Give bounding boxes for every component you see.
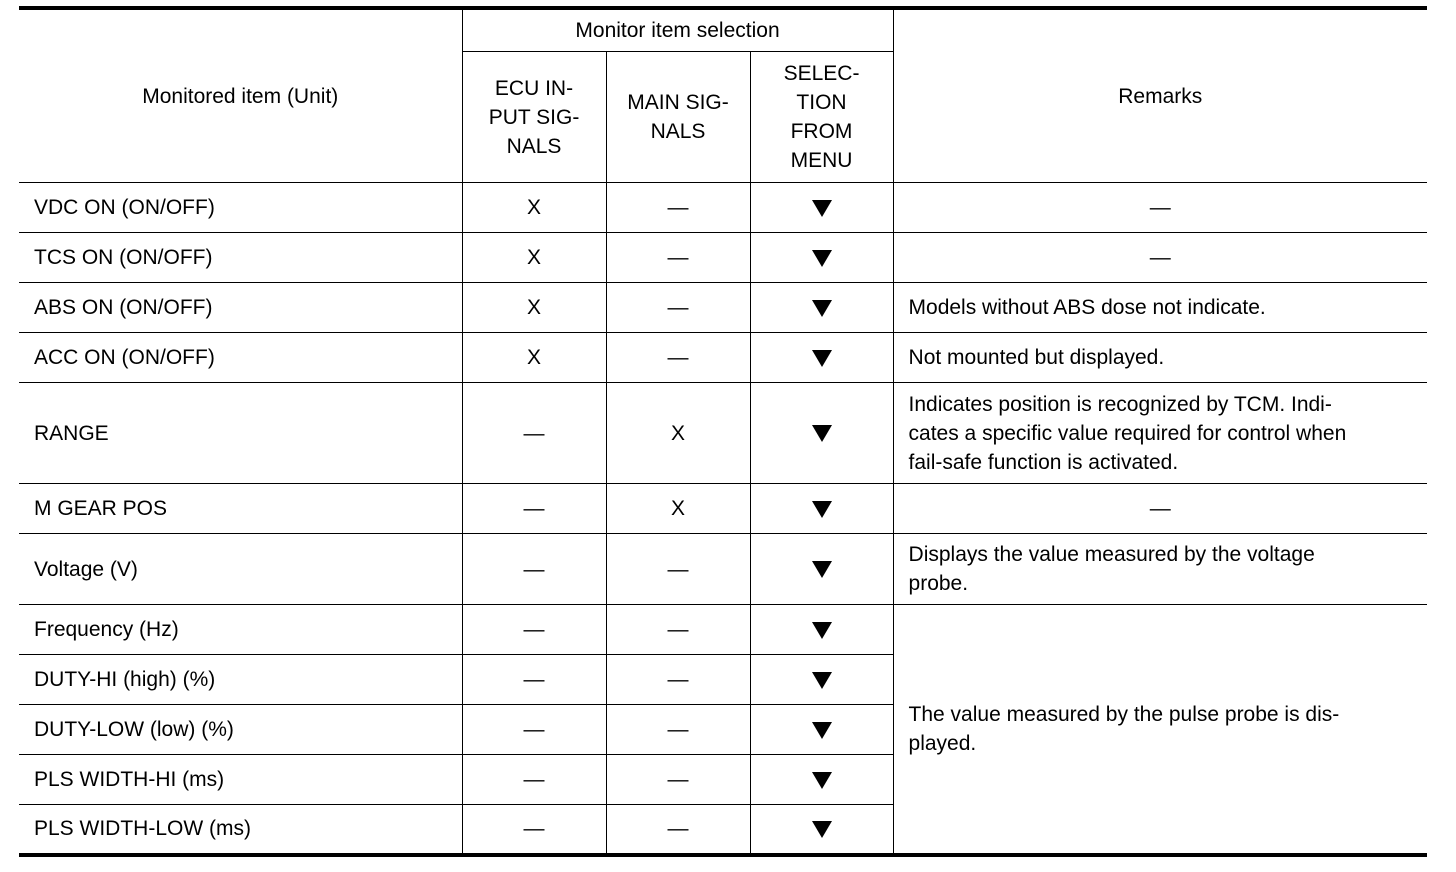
item-cell: PLS WIDTH-HI (ms) bbox=[19, 755, 462, 805]
filled-down-triangle-icon bbox=[812, 821, 832, 838]
header-monitored-item: Monitored item (Unit) bbox=[19, 8, 462, 183]
item-cell: M GEAR POS bbox=[19, 484, 462, 534]
header-ecu-input-signals bbox=[462, 52, 606, 183]
filled-down-triangle-icon bbox=[812, 561, 832, 578]
header-selection-from-menu bbox=[750, 52, 893, 183]
main-signals-cell: — bbox=[606, 534, 750, 605]
ecu-input-cell: — bbox=[462, 484, 606, 534]
selection-menu-cell bbox=[750, 534, 893, 605]
main-signals-cell: — bbox=[606, 233, 750, 283]
item-cell: DUTY-HI (high) (%) bbox=[19, 655, 462, 705]
selection-menu-cell bbox=[750, 333, 893, 383]
header-main-signals bbox=[606, 52, 750, 183]
main-signals-cell: — bbox=[606, 655, 750, 705]
ecu-input-cell: — bbox=[462, 534, 606, 605]
ecu-input-cell: — bbox=[462, 705, 606, 755]
filled-down-triangle-icon bbox=[812, 722, 832, 739]
filled-down-triangle-icon bbox=[812, 772, 832, 789]
main-signals-cell: — bbox=[606, 755, 750, 805]
ecu-input-cell: — bbox=[462, 805, 606, 855]
main-signals-cell: — bbox=[606, 333, 750, 383]
filled-down-triangle-icon bbox=[812, 425, 832, 442]
main-signals-cell: — bbox=[606, 283, 750, 333]
table-row bbox=[19, 605, 1427, 655]
table-row bbox=[19, 534, 1427, 605]
selection-menu-cell bbox=[750, 755, 893, 805]
remark-cell bbox=[893, 534, 1427, 605]
header-ecu-input-signals-label: ECU IN- PUT SIG- NALS bbox=[488, 76, 580, 158]
pulse-probe-remark-cell bbox=[893, 605, 1427, 855]
main-signals-cell: X bbox=[606, 383, 750, 484]
table-row bbox=[19, 183, 1427, 233]
item-cell: Frequency (Hz) bbox=[19, 605, 462, 655]
selection-menu-cell bbox=[750, 484, 893, 534]
table-row bbox=[19, 233, 1427, 283]
item-cell: TCS ON (ON/OFF) bbox=[19, 233, 462, 283]
selection-menu-cell bbox=[750, 655, 893, 705]
table-row bbox=[19, 383, 1427, 484]
header-remarks: Remarks bbox=[893, 8, 1427, 183]
selection-menu-cell bbox=[750, 283, 893, 333]
selection-menu-cell bbox=[750, 183, 893, 233]
filled-down-triangle-icon bbox=[812, 672, 832, 689]
monitor-item-table-container bbox=[19, 6, 1427, 857]
header-monitor-item-selection: Monitor item selection bbox=[462, 8, 893, 52]
item-cell: RANGE bbox=[19, 383, 462, 484]
filled-down-triangle-icon bbox=[812, 501, 832, 518]
remark-cell bbox=[893, 383, 1427, 484]
selection-menu-cell bbox=[750, 605, 893, 655]
ecu-input-cell: X bbox=[462, 183, 606, 233]
ecu-input-cell: X bbox=[462, 333, 606, 383]
monitor-item-table bbox=[19, 6, 1427, 857]
remark-text: Indicates position is recognized by TCM. Indi- cates a specific value required for control when fail-safe function is activated. bbox=[908, 392, 1347, 474]
ecu-input-cell: — bbox=[462, 755, 606, 805]
remark-cell: Models without ABS dose not indicate. bbox=[893, 283, 1427, 333]
remark-cell: — bbox=[893, 233, 1427, 283]
header-main-signals-label: MAIN SIG- NALS bbox=[627, 91, 729, 143]
selection-menu-cell bbox=[750, 383, 893, 484]
table-row bbox=[19, 484, 1427, 534]
main-signals-cell: X bbox=[606, 484, 750, 534]
item-cell: Voltage (V) bbox=[19, 534, 462, 605]
item-cell: DUTY-LOW (low) (%) bbox=[19, 705, 462, 755]
remark-cell: — bbox=[893, 183, 1427, 233]
selection-menu-cell bbox=[750, 805, 893, 855]
ecu-input-cell: — bbox=[462, 383, 606, 484]
filled-down-triangle-icon bbox=[812, 200, 832, 217]
filled-down-triangle-icon bbox=[812, 622, 832, 639]
filled-down-triangle-icon bbox=[812, 250, 832, 267]
ecu-input-cell: — bbox=[462, 655, 606, 705]
remark-cell: Not mounted but displayed. bbox=[893, 333, 1427, 383]
main-signals-cell: — bbox=[606, 805, 750, 855]
item-cell: ABS ON (ON/OFF) bbox=[19, 283, 462, 333]
table-row bbox=[19, 333, 1427, 383]
ecu-input-cell: X bbox=[462, 233, 606, 283]
item-cell: ACC ON (ON/OFF) bbox=[19, 333, 462, 383]
ecu-input-cell: — bbox=[462, 605, 606, 655]
header-selection-from-menu-label: SELEC- TION FROM MENU bbox=[783, 62, 860, 172]
remark-text: Displays the value measured by the voltage probe. bbox=[908, 543, 1315, 595]
item-cell: VDC ON (ON/OFF) bbox=[19, 183, 462, 233]
table-row bbox=[19, 283, 1427, 333]
ecu-input-cell: X bbox=[462, 283, 606, 333]
item-cell: PLS WIDTH-LOW (ms) bbox=[19, 805, 462, 855]
main-signals-cell: — bbox=[606, 605, 750, 655]
selection-menu-cell bbox=[750, 705, 893, 755]
main-signals-cell: — bbox=[606, 705, 750, 755]
remark-text: The value measured by the pulse probe is dis- played. bbox=[908, 702, 1340, 755]
remark-cell: — bbox=[893, 484, 1427, 534]
filled-down-triangle-icon bbox=[812, 350, 832, 367]
filled-down-triangle-icon bbox=[812, 300, 832, 317]
main-signals-cell: — bbox=[606, 183, 750, 233]
selection-menu-cell bbox=[750, 233, 893, 283]
